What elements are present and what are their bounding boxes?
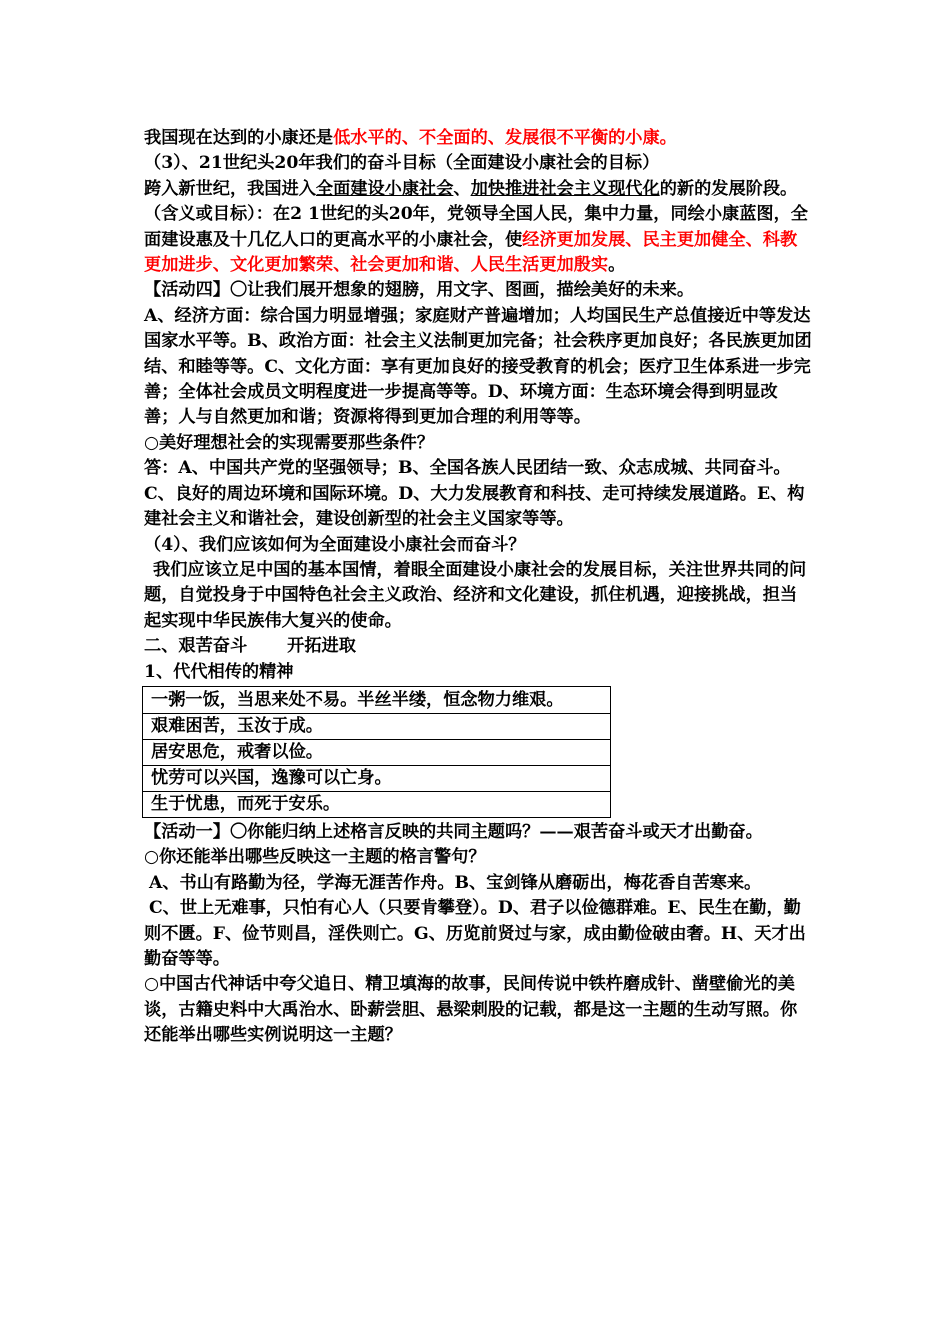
text-run: 跨入新世纪，我国进入 [144, 178, 316, 199]
paragraph-new-century [144, 177, 812, 202]
heading-goal-21st-century: （3）、21世纪头20年我们的奋斗目标（全面建设小康社会的目标） [144, 153, 660, 174]
maxims-table [142, 686, 611, 818]
answer-maxims-c: C、世上无难事，只怕有心人（只要肯攀登）。D、君子以俭德群难。E、民生在勤，勤则不匮。F、俭节则昌，淫佚则亡。G、历览前贤过与家，成由勤俭破由奢。H、天才出勤奋等等。 [144, 898, 806, 969]
section-two-heading [144, 634, 812, 659]
table-row [143, 791, 611, 817]
maxim-cell: 居安思危，戒奢以俭。 [143, 739, 611, 765]
activity-one-heading: 【活动一】〇你能归纳上述格言反映的共同主题吗？——艰苦奋斗或天才出勤奋。 [144, 821, 763, 842]
paragraph-goal-meaning [144, 202, 812, 278]
table-row [143, 713, 611, 739]
text-run: 、 [453, 178, 471, 199]
maxim-cell: 一粥一饭，当思来处不易。半丝半缕，恒念物力维艰。 [143, 686, 611, 713]
answer-conditions: 答：A、中国共产党的坚强领导；B、全国各族人民团结一致、众志成城、共同奋斗。C、良好的周边环境和国际环境。D、大力发展教育和科技、走可持续发展道路。E、构建社会主义和谐社会，建设创新型的社会主义国家等等。 [144, 458, 805, 530]
heading-how-to-strive: （4）、我们应该如何为全面建设小康社会而奋斗？ [144, 534, 526, 555]
maxim-cell: 艰难困苦，玉汝于成。 [143, 713, 611, 739]
emphasis-text: 低水平的、不全面的、发展很不平衡的小康。 [333, 128, 677, 148]
maxim-cell: 忧劳可以兴国，逸豫可以亡身。 [143, 765, 611, 791]
table-row [143, 686, 611, 713]
text-run: 二、艰苦奋斗 [144, 636, 248, 657]
document-body [144, 126, 812, 1049]
text-run: 的新的发展阶段。 [659, 178, 798, 199]
text-run: 。 [608, 255, 626, 276]
text-run: （含义或目标）：在2 1世纪的头20年，党领导全国人民，集中力量，同绘小康蓝图，全面建设惠及十几亿人口的更高水平的小康社会，使 [144, 204, 808, 250]
maxim-cell: 生于忧患，而死于安乐。 [143, 791, 611, 817]
question-conditions: ○美好理想社会的实现需要那些条件？ [144, 432, 434, 453]
table-row [143, 765, 611, 791]
text-run: 我国现在达到的小康还是 [144, 128, 334, 148]
question-myth-examples: ○中国古代神话中夸父追日、精卫填海的故事，民间传说中铁杵磨成针、凿壁偷光的美谈，古籍史料中大禹治水、卧薪尝胆、悬梁刺股的记载，都是这一主题的生动写照。你还能举出哪些实例说明这一主题？ [144, 974, 798, 1046]
activity-four-answer: A、经济方面：综合国力明显增强；家庭财产普遍增加；人均国民生产总值接近中等发达国家水平等。B、政治方面：社会主义法制更加完备；社会秩序更加良好；各民族更加团结、和睦等等。C、文化方面：享有更加良好的接受教育的机会；医疗卫生体系进一步完善；全体社会成员文明程度进一步提高等等。D、环境方面：生态环境会得到明显改善；人与自然更加和谐；资源将得到更加合理的利用等等。 [144, 305, 812, 428]
underlined-text: 加快推进社会主义现代化 [470, 178, 660, 199]
subheading-spirit: 1、代代相传的精神 [144, 661, 294, 682]
emphasis-text: 经济更加发展、民主更加健全、科教更加进步、文化更加繁荣、社会更加和谐、人民生活更加殷实 [144, 229, 798, 276]
question-more-maxims: ○你还能举出哪些反映这一主题的格言警句？ [144, 847, 486, 868]
activity-four-heading: 【活动四】〇让我们展开想象的翅膀，用文字、图画，描绘美好的未来。 [144, 280, 695, 301]
answer-how-to-strive: 我们应该立足中国的基本国情，着眼全面建设小康社会的发展目标，关注世界共同的问题，自觉投身于中国特色社会主义政治、经济和文化建设，抓住机遇，迎接挑战，担当起实现中华民族伟大复兴的使命。 [144, 559, 807, 631]
paragraph-xiaokang-level [144, 126, 812, 151]
table-row [143, 739, 611, 765]
answer-maxims-a: A、书山有路勤为径，学海无涯苦作舟。B、宝剑锋从磨砺出，梅花香自苦寒来。 [149, 872, 762, 893]
underlined-text: 全面建设小康社会 [315, 178, 454, 199]
text-run: 开拓进取 [287, 636, 356, 657]
